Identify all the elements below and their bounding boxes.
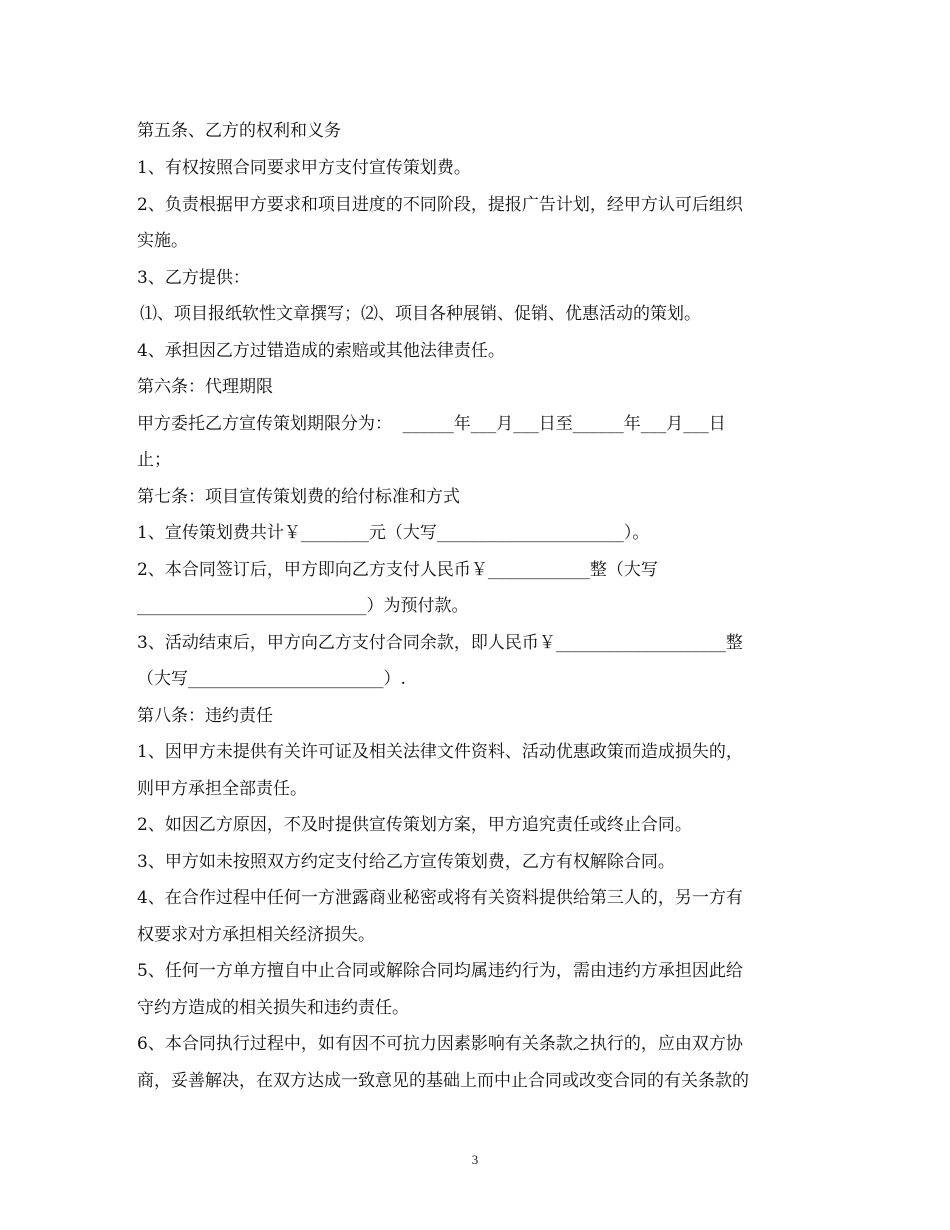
paragraph-line: 权要求对方承担相关经济损失。	[137, 925, 375, 945]
paragraph-line: 1、因甲方未提供有关许可证及相关法律文件资料、活动优惠政策而造成损失的，	[137, 742, 743, 762]
paragraph-line: 止；	[137, 450, 171, 470]
article-8-heading: 第八条：违约责任	[137, 706, 273, 726]
paragraph-line: 4、在合作过程中任何一方泄露商业秘密或将有关资料提供给第三人的，另一方有	[137, 888, 743, 908]
paragraph-line: 2、负责根据甲方要求和项目进度的不同阶段，提报广告计划，经甲方认可后组织	[137, 195, 743, 215]
paragraph-line: （大写_______________________）.	[137, 669, 406, 689]
paragraph-line: 2、本合同签订后，甲方即向乙方支付人民币￥____________整（大写	[137, 560, 658, 580]
paragraph-line: 3、乙方提供：	[137, 268, 250, 288]
article-6-heading: 第六条：代理期限	[137, 377, 273, 397]
article-5-heading: 第五条、乙方的权利和义务	[137, 121, 341, 141]
paragraph-line: 2、如因乙方原因，不及时提供宣传策划方案，甲方追究责任或终止合同。	[137, 815, 692, 835]
article-7-heading: 第七条：项目宣传策划费的给付标准和方式	[137, 487, 460, 507]
paragraph-line: 5、任何一方单方擅自中止合同或解除合同均属违约行为，需由违约方承担因此给	[137, 961, 743, 981]
paragraph-line: ___________________________）为预付款。	[137, 596, 469, 616]
paragraph-line: ⑴、项目报纸软性文章撰写；⑵、项目各种展销、促销、优惠活动的策划。	[140, 304, 701, 324]
paragraph-line: 1、有权按照合同要求甲方支付宣传策划费。	[137, 158, 471, 178]
paragraph-line: 3、活动结束后，甲方向乙方支付合同余款，即人民币￥____________________整	[137, 633, 743, 653]
paragraph-line: 实施。	[137, 231, 188, 251]
page-number: 3	[471, 1152, 479, 1167]
paragraph-line: 守约方造成的相关损失和违约责任。	[137, 998, 409, 1018]
paragraph-line: 则甲方承担全部责任。	[137, 779, 307, 799]
paragraph-line: 1、宣传策划费共计￥________元（大写______________________）。	[137, 523, 650, 543]
paragraph-line: 6、本合同执行过程中，如有因不可抗力因素影响有关条款之执行的，应由双方协	[137, 1034, 743, 1054]
paragraph-line: 3、甲方如未按照双方约定支付给乙方宣传策划费，乙方有权解除合同。	[137, 852, 675, 872]
paragraph-line: 甲方委托乙方宣传策划期限分为： ______年___月___日至______年___月___日	[137, 414, 726, 434]
paragraph-line: 商，妥善解决，在双方达成一致意见的基础上而中止合同或改变合同的有关条款的	[137, 1071, 749, 1091]
paragraph-line: 4、承担因乙方过错造成的索赔或其他法律责任。	[137, 341, 505, 361]
